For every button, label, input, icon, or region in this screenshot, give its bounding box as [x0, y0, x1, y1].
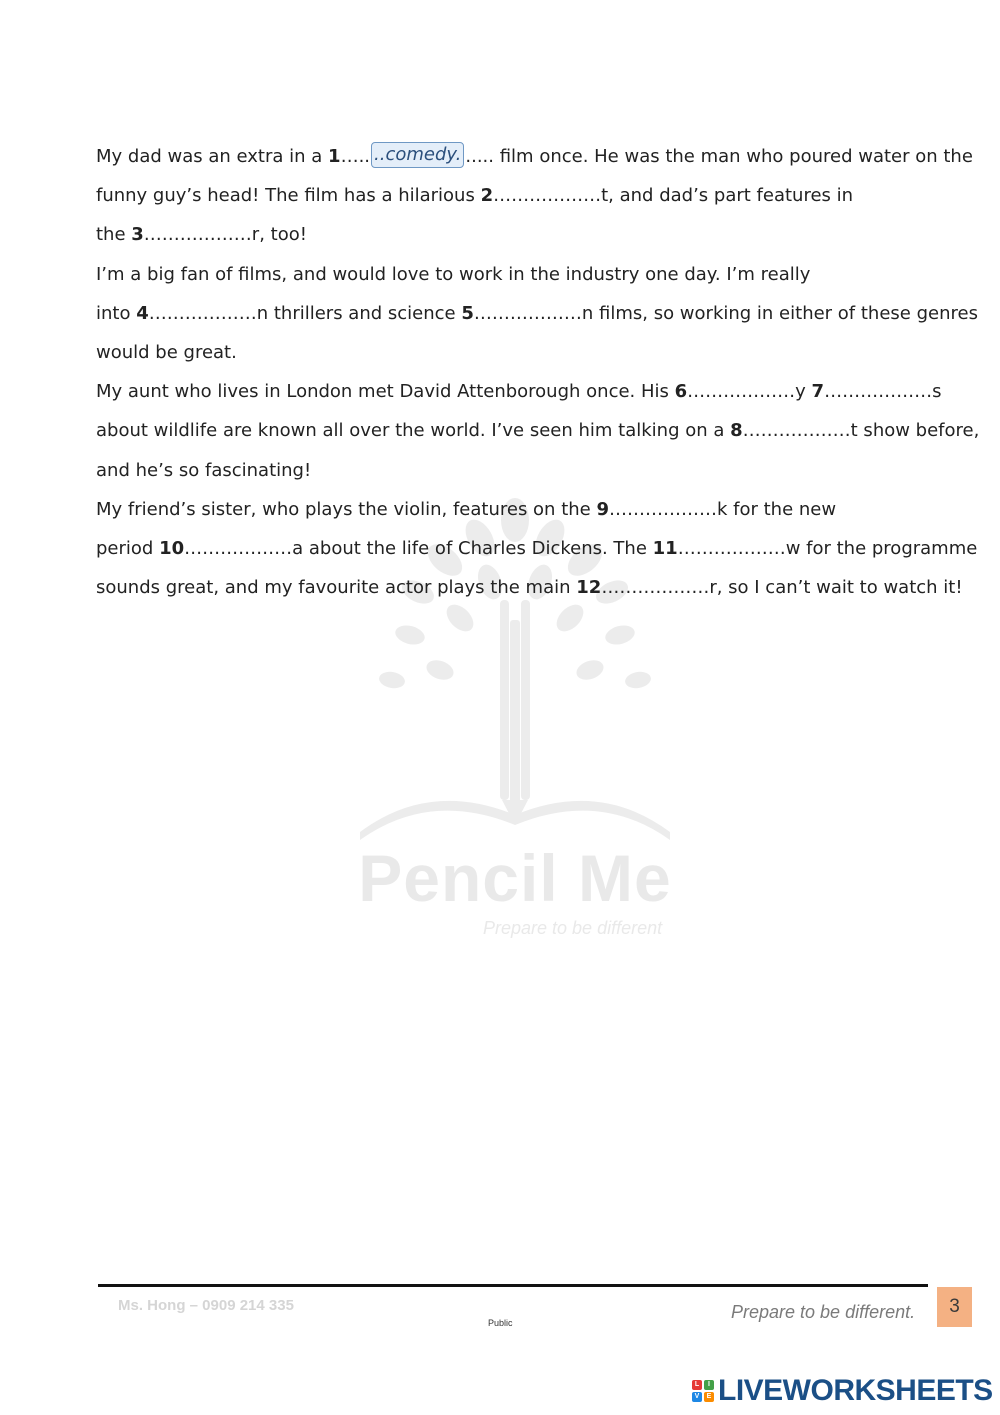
passage-line-2 — [96, 176, 936, 215]
question-number-10: 10 — [159, 537, 185, 559]
question-number-9: 9 — [596, 498, 609, 520]
watermark-tagline: Prepare to be different — [483, 918, 663, 938]
passage-line-12 — [96, 568, 963, 607]
brand-icon-tile: V — [692, 1392, 702, 1402]
blank-2[interactable]: ………………t, and dad’s part features in — [493, 185, 854, 207]
brand-icon-tile: I — [704, 1380, 714, 1390]
passage-line-1 — [96, 137, 973, 176]
text-span: about wildlife are known all over the world. I’ve seen him talking on a — [96, 420, 731, 442]
blank-12[interactable]: ………………r, so I can’t wait to watch it! — [601, 577, 963, 599]
liveworksheets-icon — [692, 1380, 714, 1402]
passage-line-11 — [96, 529, 978, 568]
question-number-8: 8 — [730, 420, 743, 442]
blank-8[interactable]: ………………t show before, — [742, 420, 980, 442]
passage-line-6: would be great. — [96, 341, 237, 363]
brand-icon-tile: E — [704, 1392, 714, 1402]
question-number-6: 6 — [674, 381, 688, 403]
text-span: sounds great, and my favourite actor plays the main — [96, 577, 577, 599]
passage — [96, 137, 980, 607]
blank-6[interactable]: ………………y — [687, 381, 812, 403]
question-number-1: 1 — [328, 146, 341, 167]
text-span: ..... film once. He was the man who poured water on the — [465, 146, 973, 167]
question-number-11: 11 — [652, 537, 678, 559]
question-number-7: 7 — [811, 381, 825, 403]
blank-9[interactable]: ………………k for the new — [608, 498, 837, 520]
text-span: funny guy’s head! The film has a hilarious — [96, 185, 481, 207]
blank-5[interactable]: ………………n films, so working in either of these genres — [473, 302, 978, 324]
footer-classification: Public — [488, 1318, 513, 1328]
blank-dots: ….. — [340, 146, 371, 167]
blank-4[interactable]: ………………n thrillers and science — [148, 302, 462, 324]
question-number-5: 5 — [461, 302, 474, 324]
passage-line-5 — [96, 294, 978, 333]
passage-line-3 — [96, 215, 936, 254]
question-number-4: 4 — [136, 302, 149, 324]
footer-divider — [98, 1284, 928, 1287]
text-span: the — [96, 224, 132, 246]
question-number-2: 2 — [480, 185, 494, 207]
text-span: My dad was an extra in a — [96, 146, 329, 167]
blank-10[interactable]: ………………a about the life of Charles Dickens. The — [184, 537, 653, 559]
text-span: period — [96, 537, 160, 559]
brand-icon-tile: L — [692, 1380, 702, 1390]
blank-3[interactable]: ………………r, too! — [143, 224, 307, 246]
passage-line-8 — [96, 411, 980, 450]
passage-line-10 — [96, 490, 936, 529]
blank-11[interactable]: ………………w for the programme — [677, 537, 978, 559]
passage-line-7 — [96, 372, 942, 411]
blank-7[interactable]: ………………s — [824, 381, 942, 403]
text-span: into — [96, 302, 137, 324]
passage-line-4: I’m a big fan of films, and would love to work in the industry one day. I’m really — [96, 263, 811, 285]
footer-contact: Ms. Hong – 0909 214 335 — [118, 1297, 294, 1314]
question-number-12: 12 — [576, 577, 602, 599]
liveworksheets-logo[interactable] — [692, 1374, 993, 1408]
brand-name: LIVEWORKSHEETS — [718, 1374, 993, 1407]
question-number-3: 3 — [131, 224, 144, 246]
watermark-title: Pencil Me — [358, 841, 672, 915]
footer-slogan: Prepare to be different. — [731, 1302, 916, 1322]
answer-input-1[interactable]: ..comedy. — [371, 142, 464, 168]
passage-line-9: and he’s so fascinating! — [96, 459, 312, 481]
text-span: My aunt who lives in London met David Attenborough once. His — [96, 381, 675, 403]
page-number: 3 — [937, 1287, 972, 1327]
text-span: My friend’s sister, who plays the violin, features on the — [96, 498, 597, 520]
